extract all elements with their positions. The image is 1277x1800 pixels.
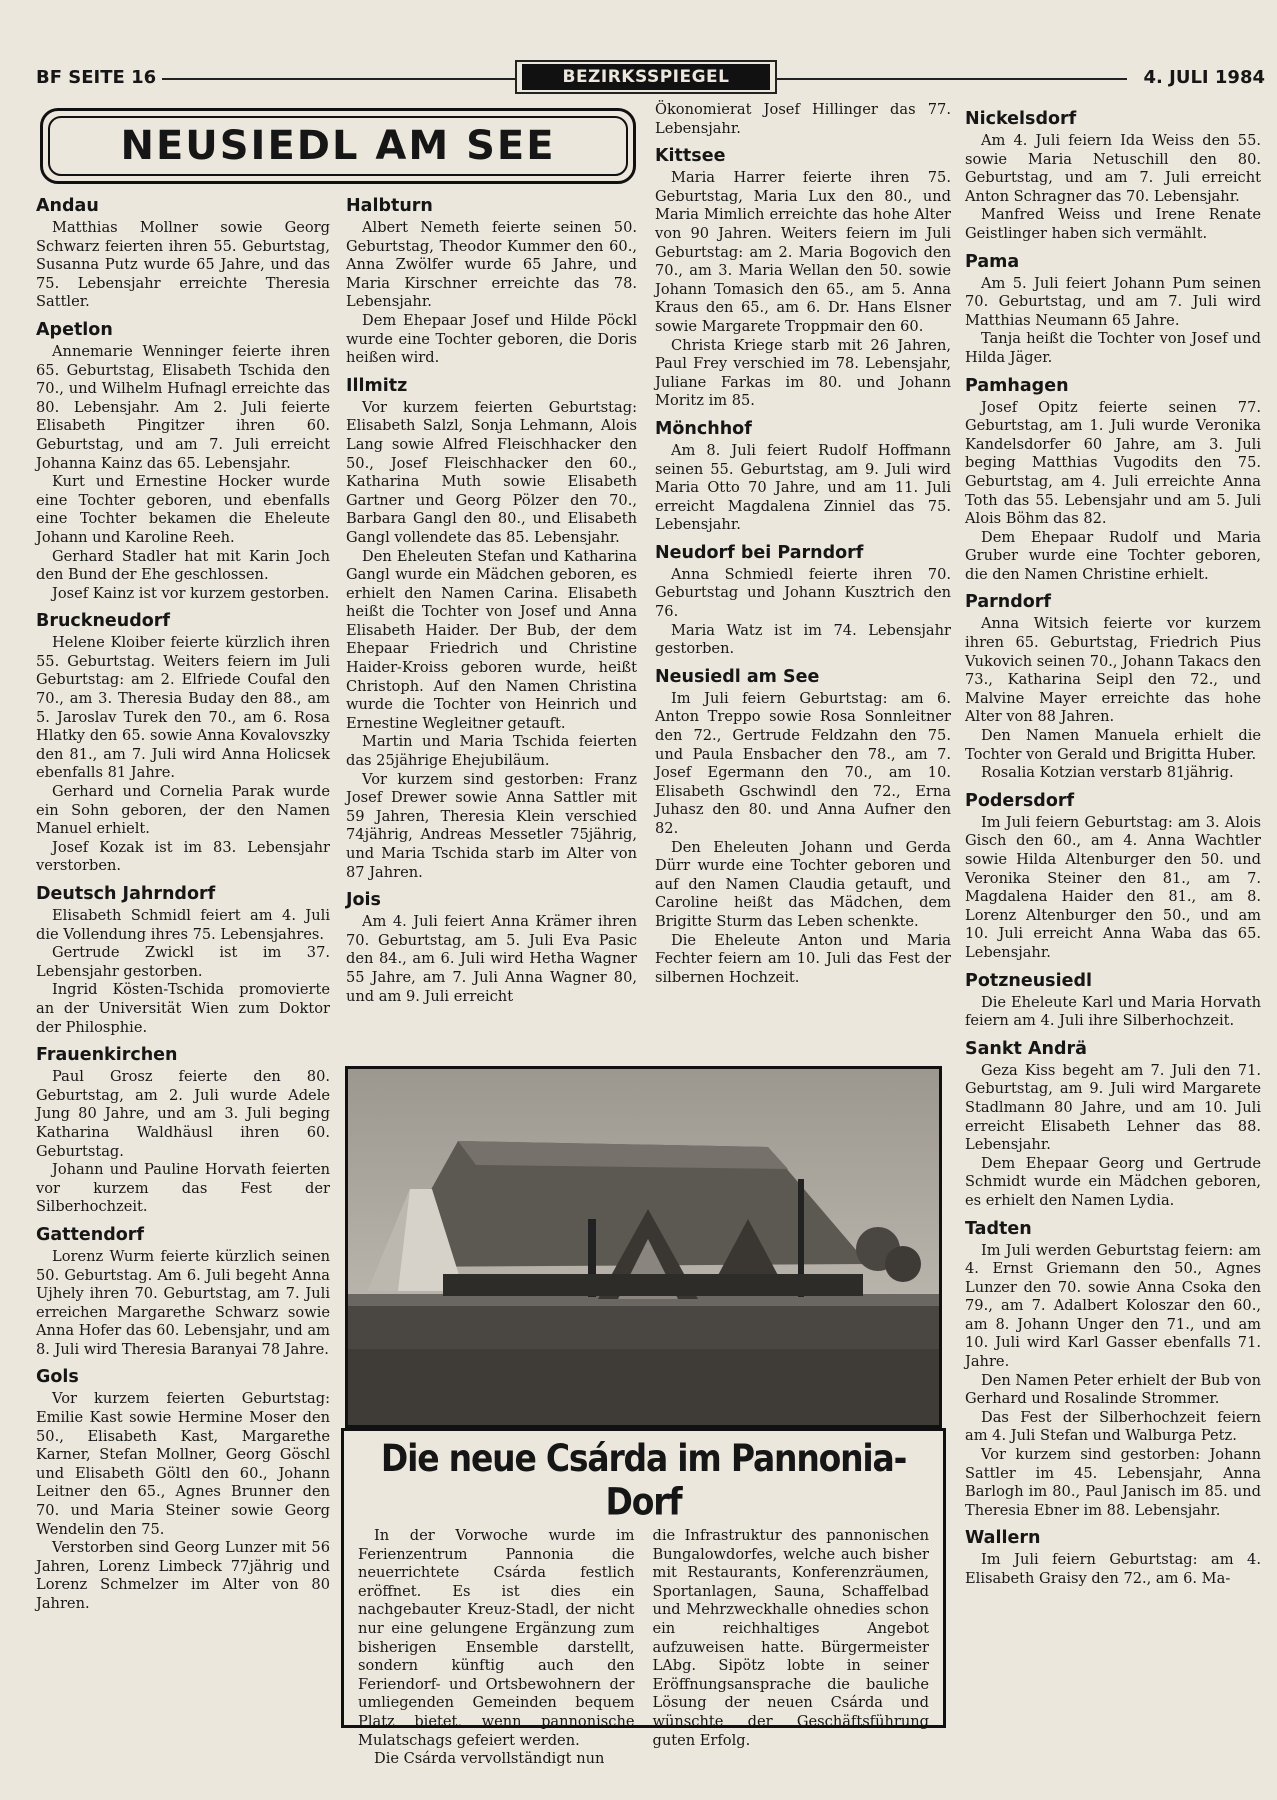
column-1 bbox=[36, 188, 330, 1614]
town-heading-illmitz: Illmitz bbox=[346, 375, 408, 396]
news-paragraph: Johann und Pauline Horvath feierten vor kurzem das Fest der Silberhochzeit. bbox=[36, 1161, 330, 1216]
csarda-column-right bbox=[653, 1527, 930, 1769]
section-badge bbox=[515, 60, 777, 94]
page-number: BF SEITE 16 bbox=[36, 67, 162, 88]
section-badge-label: BEZIRKSSPIEGEL bbox=[522, 64, 769, 90]
news-paragraph: Paul Grosz feierte den 80. Geburtstag, am 2. Juli wurde Adele Jung 80 Jahre, und am 3. Juli beging Katharina Waldhäusl ihren 60. Geburtstag. bbox=[36, 1068, 330, 1160]
news-paragraph: Vor kurzem feierten Geburtstag: Elisabeth Salzl, Sonja Lehmann, Alois Lang sowie Alfred Fleischhacker den 50., Josef Fleischhacker den 60., Katharina Muth sowie Elisabeth Gartner und Georg Pölzer den 70., Barbara Gangl den 80., und Elisabeth Gangl vollendete das 85. Lebensjahr. bbox=[346, 398, 637, 546]
news-paragraph: Manfred Weiss und Irene Renate Geistlinger haben sich vermählt. bbox=[965, 206, 1261, 242]
news-paragraph: Tanja heißt die Tochter von Josef und Hilda Jäger. bbox=[965, 330, 1261, 366]
csarda-paragraph: Die Csárda vervollständigt nun bbox=[374, 1750, 605, 1768]
news-paragraph: Albert Nemeth feierte seinen 50. Geburtstag, Theodor Kummer den 60., Anna Zwölfer wurde 65 Jahre, und Maria Kirschner erreichte das 78. Lebensjahr. bbox=[346, 219, 637, 311]
news-paragraph: Die Eheleute Anton und Maria Fechter feiern am 10. Juli das Fest der silbernen Hochzeit. bbox=[655, 931, 951, 986]
news-paragraph: Am 5. Juli feiert Johann Pum seinen 70. Geburtstag, und am 7. Juli wird Matthias Neumann 65 Jahre. bbox=[965, 274, 1261, 329]
news-paragraph: Martin und Maria Tschida feierten das 25jährige Ehejubiläum. bbox=[346, 733, 637, 770]
news-paragraph: Den Eheleuten Stefan und Katharina Gangl wurde ein Mädchen geboren, es erhielt den Namen Carina. Elisabeth heißt die Tochter von Josef und Anna Elisabeth Haider. Der Bub, der dem Ehepaar Friedrich und Christine Haider-Kroiss geboren wurde, heißt Christoph. Auf den Namen Christina wurde die Tochter von Heinrich und Ernestine Wegleitner getauft. bbox=[346, 547, 637, 732]
news-paragraph: Anna Witsich feierte vor kurzem ihren 65. Geburtstag, Friedrich Pius Vukovich seinen 70., Johann Takacs den 73., Katharina Seipl den 72., und Malvine Mayer erreichte das hohe Alter von 88 Jahren. bbox=[965, 615, 1261, 726]
town-heading-sankt-andra: Sankt Andrä bbox=[965, 1038, 1087, 1059]
news-paragraph: Maria Watz ist im 74. Lebensjahr gestorben. bbox=[655, 621, 951, 658]
news-paragraph: Ingrid Kösten-Tschida promovierte an der Universität Wien zum Doktor der Philosphie. bbox=[36, 981, 330, 1036]
column-3 bbox=[655, 101, 951, 987]
news-paragraph: Maria Harrer feierte ihren 75. Geburtstag, Maria Lux den 80., und Maria Mimlich erreichte das hohe Alter von 90 Jahren. Weiters feiern im Juli Geburtstag: am 2. Maria Bogovich den 70., am 3. Maria Wellan den 50. sowie Johann Tomasich den 65., am 5. Anna Kraus den 65., am 6. Dr. Hans Elsner sowie Margarete Troppmair den 60. bbox=[655, 169, 951, 335]
news-paragraph: Im Juli feiern Geburtstag: am 6. Anton Treppo sowie Rosa Sonnleitner den 72., Gertrude Feldzahn den 75. und Paula Ensbacher den 78., am 7. Josef Egermann den 70., am 10. Elisabeth Gschwindl den 72., Erna Juhasz den 80. und Anna Aufner den 82. bbox=[655, 689, 951, 837]
news-paragraph: Anna Schmiedl feierte ihren 70. Geburtstag und Johann Kusztrich den 76. bbox=[655, 565, 951, 621]
news-paragraph: Gerhard und Cornelia Parak wurde ein Sohn geboren, der den Namen Manuel erhielt. bbox=[36, 783, 330, 838]
news-paragraph: Vor kurzem sind gestorben: Johann Sattler im 45. Lebensjahr, Anna Barlogh im 80., Paul Janisch im 85. und Theresia Ebner im 88. Lebensjahr. bbox=[965, 1446, 1261, 1519]
news-paragraph: Helene Kloiber feierte kürzlich ihren 55. Geburtstag. Weiters feiern im Juli Geburtstag: am 2. Elfriede Coufal den 70., am 3. Theresia Buday den 88., am 5. Jaroslav Turek den 70., am 6. Rosa Hlatky den 65. sowie Anna Kovalovszky den 81., am 7. Juli wird Anna Holicsek ebenfalls 81 Jahre. bbox=[36, 634, 330, 782]
news-paragraph: Im Juli feiern Geburtstag: am 4. Elisabeth Graisy den 72., am 6. Ma- bbox=[965, 1551, 1261, 1587]
news-paragraph: Geza Kiss begeht am 7. Juli den 71. Geburtstag, am 9. Juli wird Margarete Stadlmann 80 Jahre, und am 10. Juli erreicht Elisabeth Lehner das 88. Lebensjahr. bbox=[965, 1061, 1261, 1154]
csarda-photo-image bbox=[348, 1069, 939, 1425]
csarda-headline: Die neue Csárda im Pannonia-Dorf bbox=[380, 1436, 907, 1524]
news-paragraph: Dem Ehepaar Georg und Gertrude Schmidt wurde ein Mädchen geboren, es erhielt den Namen Lydia. bbox=[965, 1154, 1261, 1209]
town-heading-monchhof: Mönchhof bbox=[655, 418, 752, 439]
news-paragraph: Das Fest der Silberhochzeit feiern am 4. Juli Stefan und Walburga Petz. bbox=[965, 1408, 1261, 1445]
town-heading-tadten: Tadten bbox=[965, 1218, 1032, 1239]
news-paragraph: Kurt und Ernestine Hocker wurde eine Tochter geboren, und ebenfalls eine Tochter bekamen die Eheleute Johann und Karoline Reeh. bbox=[36, 473, 330, 546]
town-heading-neusiedl-am-see: Neusiedl am See bbox=[655, 666, 820, 687]
news-paragraph: Christa Kriege starb mit 26 Jahren, Paul Frey verschied im 78. Lebensjahr, Juliane Farkas im 80. und Johann Moritz im 85. bbox=[655, 336, 951, 410]
news-paragraph: Vor kurzem feierten Geburtstag: Emilie Kast sowie Hermine Moser den 50., Elisabeth Kast, Margarethe Karner, Stefan Mollner, Georg Göschl und Elisabeth Göltl den 60., Johann Leitner den 65., Agnes Brunner den 70. und Maria Steiner sowie Georg Wendelin den 75. bbox=[36, 1390, 330, 1538]
town-heading-parndorf: Parndorf bbox=[965, 592, 1052, 613]
town-heading-potzneusiedl: Potzneusiedl bbox=[965, 970, 1092, 991]
news-paragraph: Lorenz Wurm feierte kürzlich seinen 50. Geburtstag. Am 6. Juli begeht Anna Ujhely ihren 70. Geburtstag, am 7. Juli erreichen Margarethe Schwarz sowie Anna Hofer das 60. Lebensjahr, und am 8. Juli wird Theresia Baranyai 78 Jahre. bbox=[36, 1247, 330, 1358]
csarda-photo bbox=[345, 1066, 942, 1428]
town-heading-apetlon: Apetlon bbox=[36, 319, 113, 340]
town-heading-nickelsdorf: Nickelsdorf bbox=[965, 109, 1077, 129]
news-paragraph: Im Juli feiern Geburtstag: am 3. Alois Gisch den 60., am 4. Anna Wachtler sowie Hilda Altenburger den 50. und Veronika Steiner den 81., am 7. Magdalena Haider den 81., am 8. Lorenz Altenburger den 50., und am 10. Juli erreicht Anna Waba das 65. Lebensjahr. bbox=[965, 813, 1261, 961]
news-paragraph: Gerhard Stadler hat mit Karin Joch den Bund der Ehe geschlossen. bbox=[36, 547, 330, 584]
region-title: NEUSIEDL AM SEE bbox=[120, 123, 556, 169]
news-paragraph: Matthias Mollner sowie Georg Schwarz feierten ihren 55. Geburtstag, Susanna Putz wurde 65 Jahre, und das 75. Lebensjahr erreichte Theresia Sattler. bbox=[36, 219, 330, 311]
news-paragraph: Im Juli werden Geburtstag feiern: am 4. Ernst Griemann den 50., Agnes Lunzer den 70. sowie Anna Csoka den 79., am 7. Adalbert Koloszar den 60., am 8. Johann Unger den 71., und am 10. Juli wird Karl Gasser ebenfalls 71. Jahre. bbox=[965, 1241, 1261, 1371]
news-paragraph: Dem Ehepaar Rudolf und Maria Gruber wurde eine Tochter geboren, die den Namen Christine erhielt. bbox=[965, 528, 1261, 583]
news-paragraph: Rosalia Kotzian verstarb 81jährig. bbox=[981, 764, 1234, 782]
town-heading-neudorf-bei-parndorf: Neudorf bei Parndorf bbox=[655, 542, 864, 563]
column-2 bbox=[346, 188, 637, 1006]
news-paragraph: Ökonomierat Josef Hillinger das 77. Lebensjahr. bbox=[655, 101, 951, 137]
news-paragraph: Josef Opitz feierte seinen 77. Geburtstag, am 1. Juli wurde Veronika Kandelsdorfer 60 Jahre, am 3. Juli beging Matthias Vugodits den 75. Geburtstag, am 4. Juli erreichte Anna Toth das 55. Lebensjahr und am 5. Juli Alois Böhm das 82. bbox=[965, 398, 1261, 528]
news-paragraph: Gertrude Zwickl ist im 37. Lebensjahr gestorben. bbox=[36, 944, 330, 980]
town-heading-pama: Pama bbox=[965, 251, 1020, 272]
town-heading-andau: Andau bbox=[36, 196, 99, 216]
region-title-box bbox=[40, 108, 636, 184]
news-paragraph: Den Namen Peter erhielt der Bub von Gerhard und Rosalinde Strommer. bbox=[965, 1371, 1261, 1408]
csarda-paragraph: In der Vorwoche wurde im Ferienzentrum Pannonia die neuerrichtete Csárda festlich eröffnet. Es ist dies ein nachgebauter Kreuz-Stadl, der nicht nur eine gelungene Ergänzung zum bisherigen Ensemble darstellt, sondern künftig auch den Feriendorf- und Ortsbewohnern der umliegenden Gemeinden bequem Platz bietet, wenn pannonische Mulatschags gefeiert werden. bbox=[358, 1527, 635, 1749]
news-paragraph: Verstorben sind Georg Lunzer mit 56 Jahren, Lorenz Limbeck 77jährig und Lorenz Schmelzer im Alter von 80 Jahren. bbox=[36, 1539, 330, 1612]
news-paragraph: Den Eheleuten Johann und Gerda Dürr wurde eine Tochter geboren und auf den Namen Claudia getauft, und Caroline heißt das Mädchen, dem Brigitte Sturm das Leben schenkte. bbox=[655, 838, 951, 930]
news-paragraph: Josef Kainz ist vor kurzem gestorben. bbox=[52, 584, 330, 602]
town-heading-frauenkirchen: Frauenkirchen bbox=[36, 1045, 178, 1066]
csarda-article bbox=[341, 1428, 946, 1768]
news-paragraph: Josef Kozak ist im 83. Lebensjahr verstorben. bbox=[36, 838, 330, 875]
town-heading-halbturn: Halbturn bbox=[346, 196, 433, 216]
town-heading-deutsch-jahrndorf: Deutsch Jahrndorf bbox=[36, 884, 216, 904]
news-paragraph: Die Eheleute Karl und Maria Horvath feiern am 4. Juli ihre Silberhochzeit. bbox=[965, 993, 1261, 1030]
news-paragraph: Den Namen Manuela erhielt die Tochter von Gerald und Brigitta Huber. bbox=[965, 727, 1261, 763]
csarda-column-left bbox=[358, 1527, 635, 1769]
town-heading-gattendorf: Gattendorf bbox=[36, 1224, 145, 1245]
news-paragraph: Dem Ehepaar Josef und Hilde Pöckl wurde eine Tochter geboren, die Doris heißen wird. bbox=[346, 311, 637, 367]
news-paragraph: Annemarie Wenninger feierte ihren 65. Geburtstag, Elisabeth Tschida den 70., und Wilhelm Hufnagl erreichte das 80. Lebensjahr. Am 2. Juli feierte Elisabeth Pingitzer ihren 60. Geburtstag, und am 7. Juli erreicht Johanna Kainz das 65. Lebensjahr. bbox=[36, 342, 330, 472]
news-paragraph: Am 8. Juli feiert Rudolf Hoffmann seinen 55. Geburtstag, am 9. Juli wird Maria Otto 70 Jahre, und am 11. Juli erreicht Magdalena Zinniel das 75. Lebensjahr. bbox=[655, 441, 951, 534]
news-paragraph: Vor kurzem sind gestorben: Franz Josef Drewer sowie Anna Sattler mit 59 Jahren, Theresia Klein verschied 74jährig, Andreas Messetler 75jährig, und Maria Tschida starb im Alter von 87 Jahren. bbox=[346, 770, 637, 881]
issue-date: 4. JULI 1984 bbox=[1138, 67, 1265, 88]
news-paragraph: Am 4. Juli feiert Anna Krämer ihren 70. Geburtstag, am 5. Juli Eva Pasic den 84., am 6. Juli wird Hetha Wagner 55 Jahre, am 7. Juli Anna Wagner 80, und am 9. Juli erreicht bbox=[346, 913, 637, 1005]
news-paragraph: Am 4. Juli feiern Ida Weiss den 55. sowie Maria Netuschill den 80. Geburtstag, und am 7. Juli erreicht Anton Schragner das 70. Lebensjahr. bbox=[965, 132, 1261, 205]
town-heading-pamhagen: Pamhagen bbox=[965, 375, 1069, 396]
news-paragraph: Elisabeth Schmidl feiert am 4. Juli die Vollendung ihres 75. Lebensjahres. bbox=[36, 907, 330, 943]
column-4 bbox=[965, 101, 1261, 1589]
csarda-paragraph: die Infrastruktur des pannonischen Bungalowdorfes, welche auch bisher mit Restaurants, Konferenzräumen, Sportanlagen, Sauna, Schaffelbad und Mehrzweckhalle ohnedies schon ein reichhaltiges Angebot aufzuweisen hatte. Bürgermeister LAbg. Sipötz lobte in seiner Eröffnungsansprache die bauliche Lösung der neuen Csárda und wünschte der Geschäftsführung guten Erfolg. bbox=[652, 1527, 929, 1749]
town-heading-wallern: Wallern bbox=[965, 1528, 1041, 1549]
town-heading-kittsee: Kittsee bbox=[655, 146, 726, 167]
town-heading-podersdorf: Podersdorf bbox=[965, 790, 1075, 811]
town-heading-jois: Jois bbox=[346, 890, 381, 911]
town-heading-gols: Gols bbox=[36, 1367, 79, 1388]
town-heading-bruckneudorf: Bruckneudorf bbox=[36, 611, 171, 632]
